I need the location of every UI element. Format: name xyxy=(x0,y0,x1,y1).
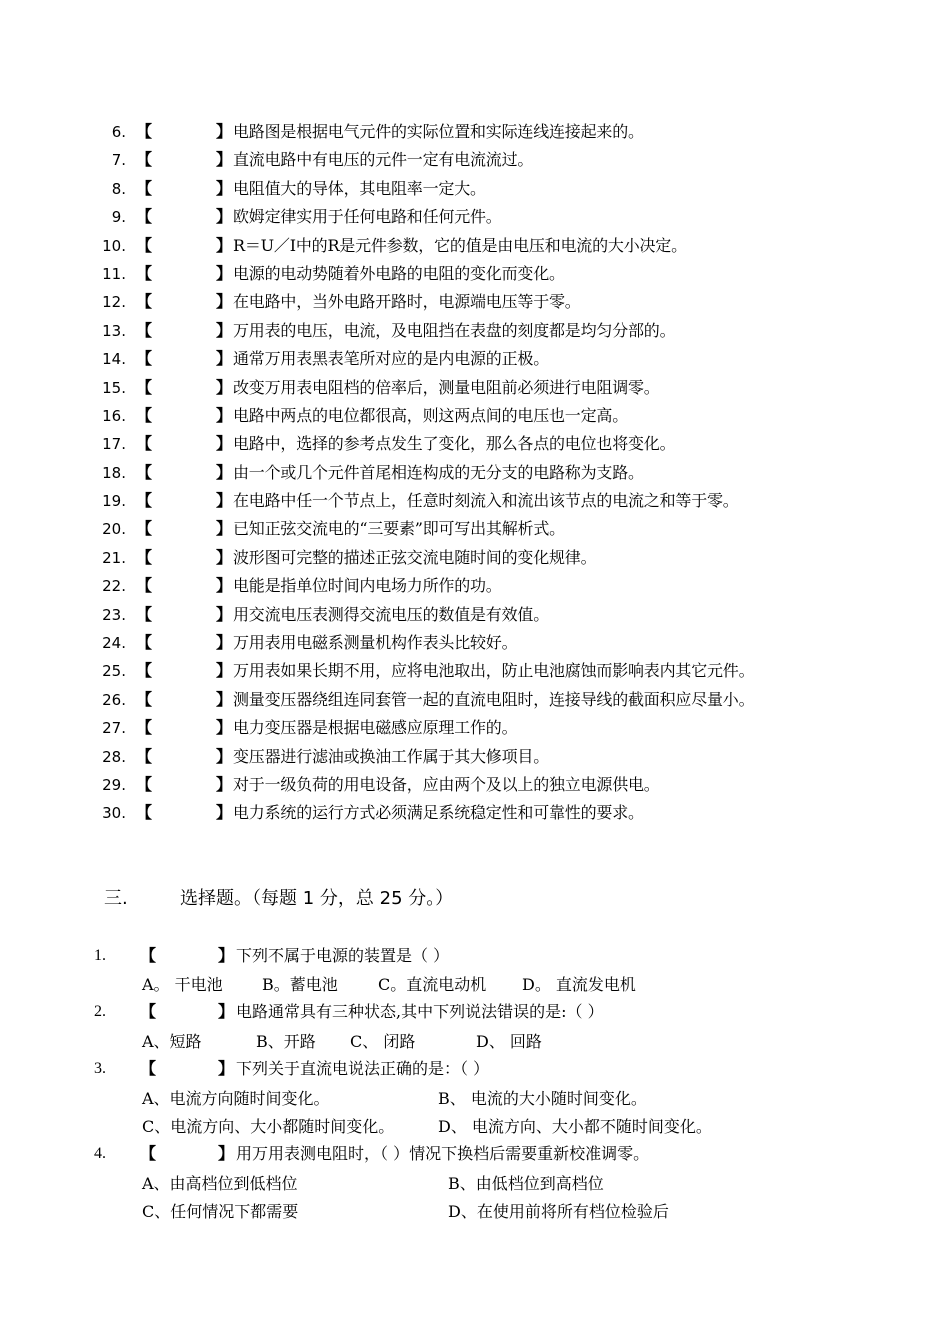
mc-question-1 xyxy=(0,944,950,968)
item-text: 用交流电压表测得交流电压的数值是有效值。 xyxy=(233,604,550,624)
item-text: 波形图可完整的描述正弦交流电随时间的变化规律。 xyxy=(233,547,597,567)
answer-bracket-left: 【 xyxy=(136,803,153,823)
item-number: 22. xyxy=(102,577,126,596)
item-text: 测量变压器绕组连同套管一起的直流电阻时，连接导线的截面积应尽量小。 xyxy=(233,689,755,709)
tf-item xyxy=(0,374,950,402)
option-b: B。蓄电池 xyxy=(262,975,338,994)
answer-bracket-left: 【 xyxy=(136,178,153,198)
item-number: 23. xyxy=(102,605,126,624)
tf-item xyxy=(0,515,950,543)
question-text: 下列关于直流电说法正确的是：（ ） xyxy=(236,1059,490,1078)
section-number: 三. xyxy=(104,888,128,909)
item-text: 直流电路中有电压的元件一定有电流流过。 xyxy=(233,150,534,170)
item-number: 14. xyxy=(102,350,126,369)
option-a: A。 干电池 xyxy=(142,975,223,994)
answer-bracket-right: 】 xyxy=(218,946,235,965)
tf-item xyxy=(0,657,950,685)
answer-bracket-right: 】 xyxy=(216,292,233,312)
answer-bracket-right: 】 xyxy=(216,349,233,369)
option-b: B、开路 xyxy=(256,1032,316,1051)
item-number: 8. xyxy=(111,179,126,198)
answer-bracket-left: 【 xyxy=(136,774,153,794)
item-number: 29. xyxy=(102,775,126,794)
option-d: D。 直流发电机 xyxy=(522,975,636,994)
item-number: 28. xyxy=(102,747,126,766)
tf-item xyxy=(0,799,950,827)
option-d: D、 电流方向、大小都不随时间变化。 xyxy=(438,1117,712,1136)
answer-bracket-left: 【 xyxy=(136,434,153,454)
item-number: 6. xyxy=(111,123,126,141)
answer-bracket-left: 【 xyxy=(140,946,157,965)
answer-bracket-right: 】 xyxy=(216,746,233,766)
item-text: 万用表如果长期不用，应将电池取出，防止电池腐蚀而影响表内其它元件。 xyxy=(233,661,755,681)
item-number: 12. xyxy=(102,293,126,312)
tf-item xyxy=(0,430,950,458)
item-number: 10. xyxy=(102,236,126,255)
answer-bracket-left: 【 xyxy=(136,689,153,709)
answer-bracket-left: 【 xyxy=(136,746,153,766)
option-c: C、任何情况下都需要 xyxy=(142,1202,299,1221)
answer-bracket-left: 【 xyxy=(136,547,153,567)
item-text: 万用表用电磁系测量机构作表头比较好。 xyxy=(233,633,518,653)
answer-bracket-left: 【 xyxy=(136,122,153,141)
tf-item xyxy=(0,459,950,487)
tf-item xyxy=(0,743,950,771)
item-number: 15. xyxy=(102,378,126,397)
answer-bracket-left: 【 xyxy=(136,661,153,681)
option-b: B、 电流的大小随时间变化。 xyxy=(438,1089,647,1108)
answer-bracket-left: 【 xyxy=(136,207,153,227)
item-number: 24. xyxy=(102,634,126,653)
answer-bracket-left: 【 xyxy=(140,1144,157,1163)
answer-bracket-left: 【 xyxy=(136,150,153,170)
tf-item xyxy=(0,629,950,657)
option-d: D、在使用前将所有档位检验后 xyxy=(448,1202,669,1221)
question-number: 2. xyxy=(94,1003,106,1020)
option-b: B、由低档位到高档位 xyxy=(448,1174,604,1193)
answer-bracket-left: 【 xyxy=(136,604,153,624)
item-number: 18. xyxy=(102,463,126,482)
item-number: 20. xyxy=(102,520,126,539)
answer-bracket-left: 【 xyxy=(136,292,153,312)
answer-bracket-right: 】 xyxy=(216,689,233,709)
tf-item xyxy=(0,402,950,430)
answer-bracket-right: 】 xyxy=(216,150,233,170)
item-text: 电力变压器是根据电磁感应原理工作的。 xyxy=(233,718,518,738)
answer-bracket-left: 【 xyxy=(136,235,153,255)
answer-bracket-left: 【 xyxy=(136,718,153,738)
section-heading xyxy=(104,884,453,910)
item-text: 对于一级负荷的用电设备，应由两个及以上的独立电源供电。 xyxy=(233,774,660,794)
answer-bracket-left: 【 xyxy=(136,405,153,425)
item-text: 通常万用表黑表笔所对应的是内电源的正极。 xyxy=(233,349,550,369)
tf-item xyxy=(0,260,950,288)
answer-bracket-right: 】 xyxy=(218,1002,235,1021)
answer-bracket-left: 【 xyxy=(136,633,153,653)
answer-bracket-right: 】 xyxy=(216,491,233,511)
item-text: 在电路中，当外电路开路时，电源端电压等于零。 xyxy=(233,292,581,312)
answer-bracket-right: 】 xyxy=(216,519,233,539)
item-number: 25. xyxy=(102,662,126,681)
tf-item xyxy=(0,317,950,345)
tf-item xyxy=(0,601,950,629)
item-number: 13. xyxy=(102,321,126,340)
question-text: 下列不属于电源的装置是（ ） xyxy=(236,946,450,965)
tf-item xyxy=(0,345,950,373)
answer-bracket-left: 【 xyxy=(136,263,153,283)
item-text: 电能是指单位时间内电场力所作的功。 xyxy=(233,576,502,596)
item-number: 26. xyxy=(102,690,126,709)
item-text: R＝U／I中的R是元件参数，它的值是由电压和电流的大小决定。 xyxy=(233,235,687,255)
tf-item xyxy=(0,686,950,714)
tf-item xyxy=(0,232,950,260)
question-number: 1. xyxy=(94,947,106,964)
answer-bracket-right: 】 xyxy=(216,604,233,624)
item-number: 7. xyxy=(111,151,126,170)
item-text: 由一个或几个元件首尾相连构成的无分支的电路称为支路。 xyxy=(233,462,644,482)
answer-bracket-right: 】 xyxy=(216,661,233,681)
answer-bracket-right: 】 xyxy=(216,576,233,596)
item-number: 19. xyxy=(102,492,126,511)
answer-bracket-right: 】 xyxy=(216,122,233,141)
option-d: D、 回路 xyxy=(476,1032,542,1051)
question-text: 电路通常具有三种状态,其中下列说法错误的是:（ ） xyxy=(236,1002,604,1021)
item-number: 21. xyxy=(102,548,126,567)
mc-question-2 xyxy=(0,1000,950,1024)
item-number: 16. xyxy=(102,406,126,425)
item-text: 改变万用表电阻档的倍率后，测量电阻前必须进行电阻调零。 xyxy=(233,377,660,397)
answer-bracket-left: 【 xyxy=(136,320,153,340)
answer-bracket-right: 】 xyxy=(216,207,233,227)
item-text: 变压器进行滤油或换油工作属于其大修项目。 xyxy=(233,746,550,766)
question-text: 用万用表测电阻时，（ ）情况下换档后需要重新校准调零。 xyxy=(236,1144,650,1163)
option-a: A、短路 xyxy=(142,1032,202,1051)
mc-question-3 xyxy=(0,1057,950,1081)
answer-bracket-right: 】 xyxy=(216,462,233,482)
section-title: 选择题。（每题 1 分，总 25 分。） xyxy=(180,888,454,909)
item-number: 9. xyxy=(111,208,126,227)
option-c: C、电流方向、大小都随时间变化。 xyxy=(142,1117,395,1136)
option-c: C。直流电动机 xyxy=(378,975,487,994)
item-number: 30. xyxy=(102,804,126,823)
item-text: 在电路中任一个节点上，任意时刻流入和流出该节点的电流之和等于零。 xyxy=(233,491,739,511)
tf-item xyxy=(0,175,950,203)
mc-question-4 xyxy=(0,1142,950,1166)
answer-bracket-right: 】 xyxy=(216,633,233,653)
item-text: 已知正弦交流电的“三要素”即可写出其解析式。 xyxy=(233,519,565,539)
answer-bracket-right: 】 xyxy=(216,405,233,425)
answer-bracket-right: 】 xyxy=(216,377,233,397)
option-a: A、由高档位到低档位 xyxy=(142,1174,298,1193)
answer-bracket-left: 【 xyxy=(136,576,153,596)
item-text: 电路中，选择的参考点发生了变化，那么各点的电位也将变化。 xyxy=(233,434,676,454)
answer-bracket-right: 】 xyxy=(216,263,233,283)
tf-item xyxy=(0,771,950,799)
item-text: 电路图是根据电气元件的实际位置和实际连线连接起来的。 xyxy=(233,122,644,141)
answer-bracket-right: 】 xyxy=(216,320,233,340)
answer-bracket-right: 】 xyxy=(218,1059,235,1078)
item-number: 27. xyxy=(102,719,126,738)
question-number: 3. xyxy=(94,1060,106,1077)
answer-bracket-left: 【 xyxy=(140,1002,157,1021)
item-text: 电力系统的运行方式必须满足系统稳定性和可靠性的要求。 xyxy=(233,803,644,823)
answer-bracket-right: 】 xyxy=(216,178,233,198)
answer-bracket-left: 【 xyxy=(136,462,153,482)
tf-item xyxy=(0,146,950,174)
answer-bracket-left: 【 xyxy=(140,1059,157,1078)
answer-bracket-left: 【 xyxy=(136,349,153,369)
item-number: 11. xyxy=(102,264,126,283)
answer-bracket-right: 】 xyxy=(216,718,233,738)
option-a: A、电流方向随时间变化。 xyxy=(142,1089,330,1108)
item-text: 欧姆定律实用于任何电路和任何元件。 xyxy=(233,207,502,227)
answer-bracket-left: 【 xyxy=(136,377,153,397)
item-number: 17. xyxy=(102,435,126,454)
option-c: C、 闭路 xyxy=(350,1032,416,1051)
tf-item xyxy=(0,487,950,515)
answer-bracket-right: 】 xyxy=(216,547,233,567)
true-false-list xyxy=(0,118,950,828)
answer-bracket-right: 】 xyxy=(216,774,233,794)
item-text: 电阻值大的导体，其电阻率一定大。 xyxy=(233,178,486,198)
tf-item xyxy=(0,288,950,316)
answer-bracket-left: 【 xyxy=(136,491,153,511)
tf-item xyxy=(0,572,950,600)
tf-item xyxy=(0,714,950,742)
answer-bracket-left: 【 xyxy=(136,519,153,539)
item-text: 万用表的电压，电流，及电阻挡在表盘的刻度都是均匀分部的。 xyxy=(233,320,676,340)
answer-bracket-right: 】 xyxy=(216,803,233,823)
question-number: 4. xyxy=(94,1145,106,1162)
item-text: 电源的电动势随着外电路的电阻的变化而变化。 xyxy=(233,263,565,283)
tf-item xyxy=(0,203,950,231)
answer-bracket-right: 】 xyxy=(216,434,233,454)
tf-item xyxy=(0,118,950,146)
answer-bracket-right: 】 xyxy=(216,235,233,255)
answer-bracket-right: 】 xyxy=(218,1144,235,1163)
tf-item xyxy=(0,544,950,572)
item-text: 电路中两点的电位都很高，则这两点间的电压也一定高。 xyxy=(233,405,629,425)
